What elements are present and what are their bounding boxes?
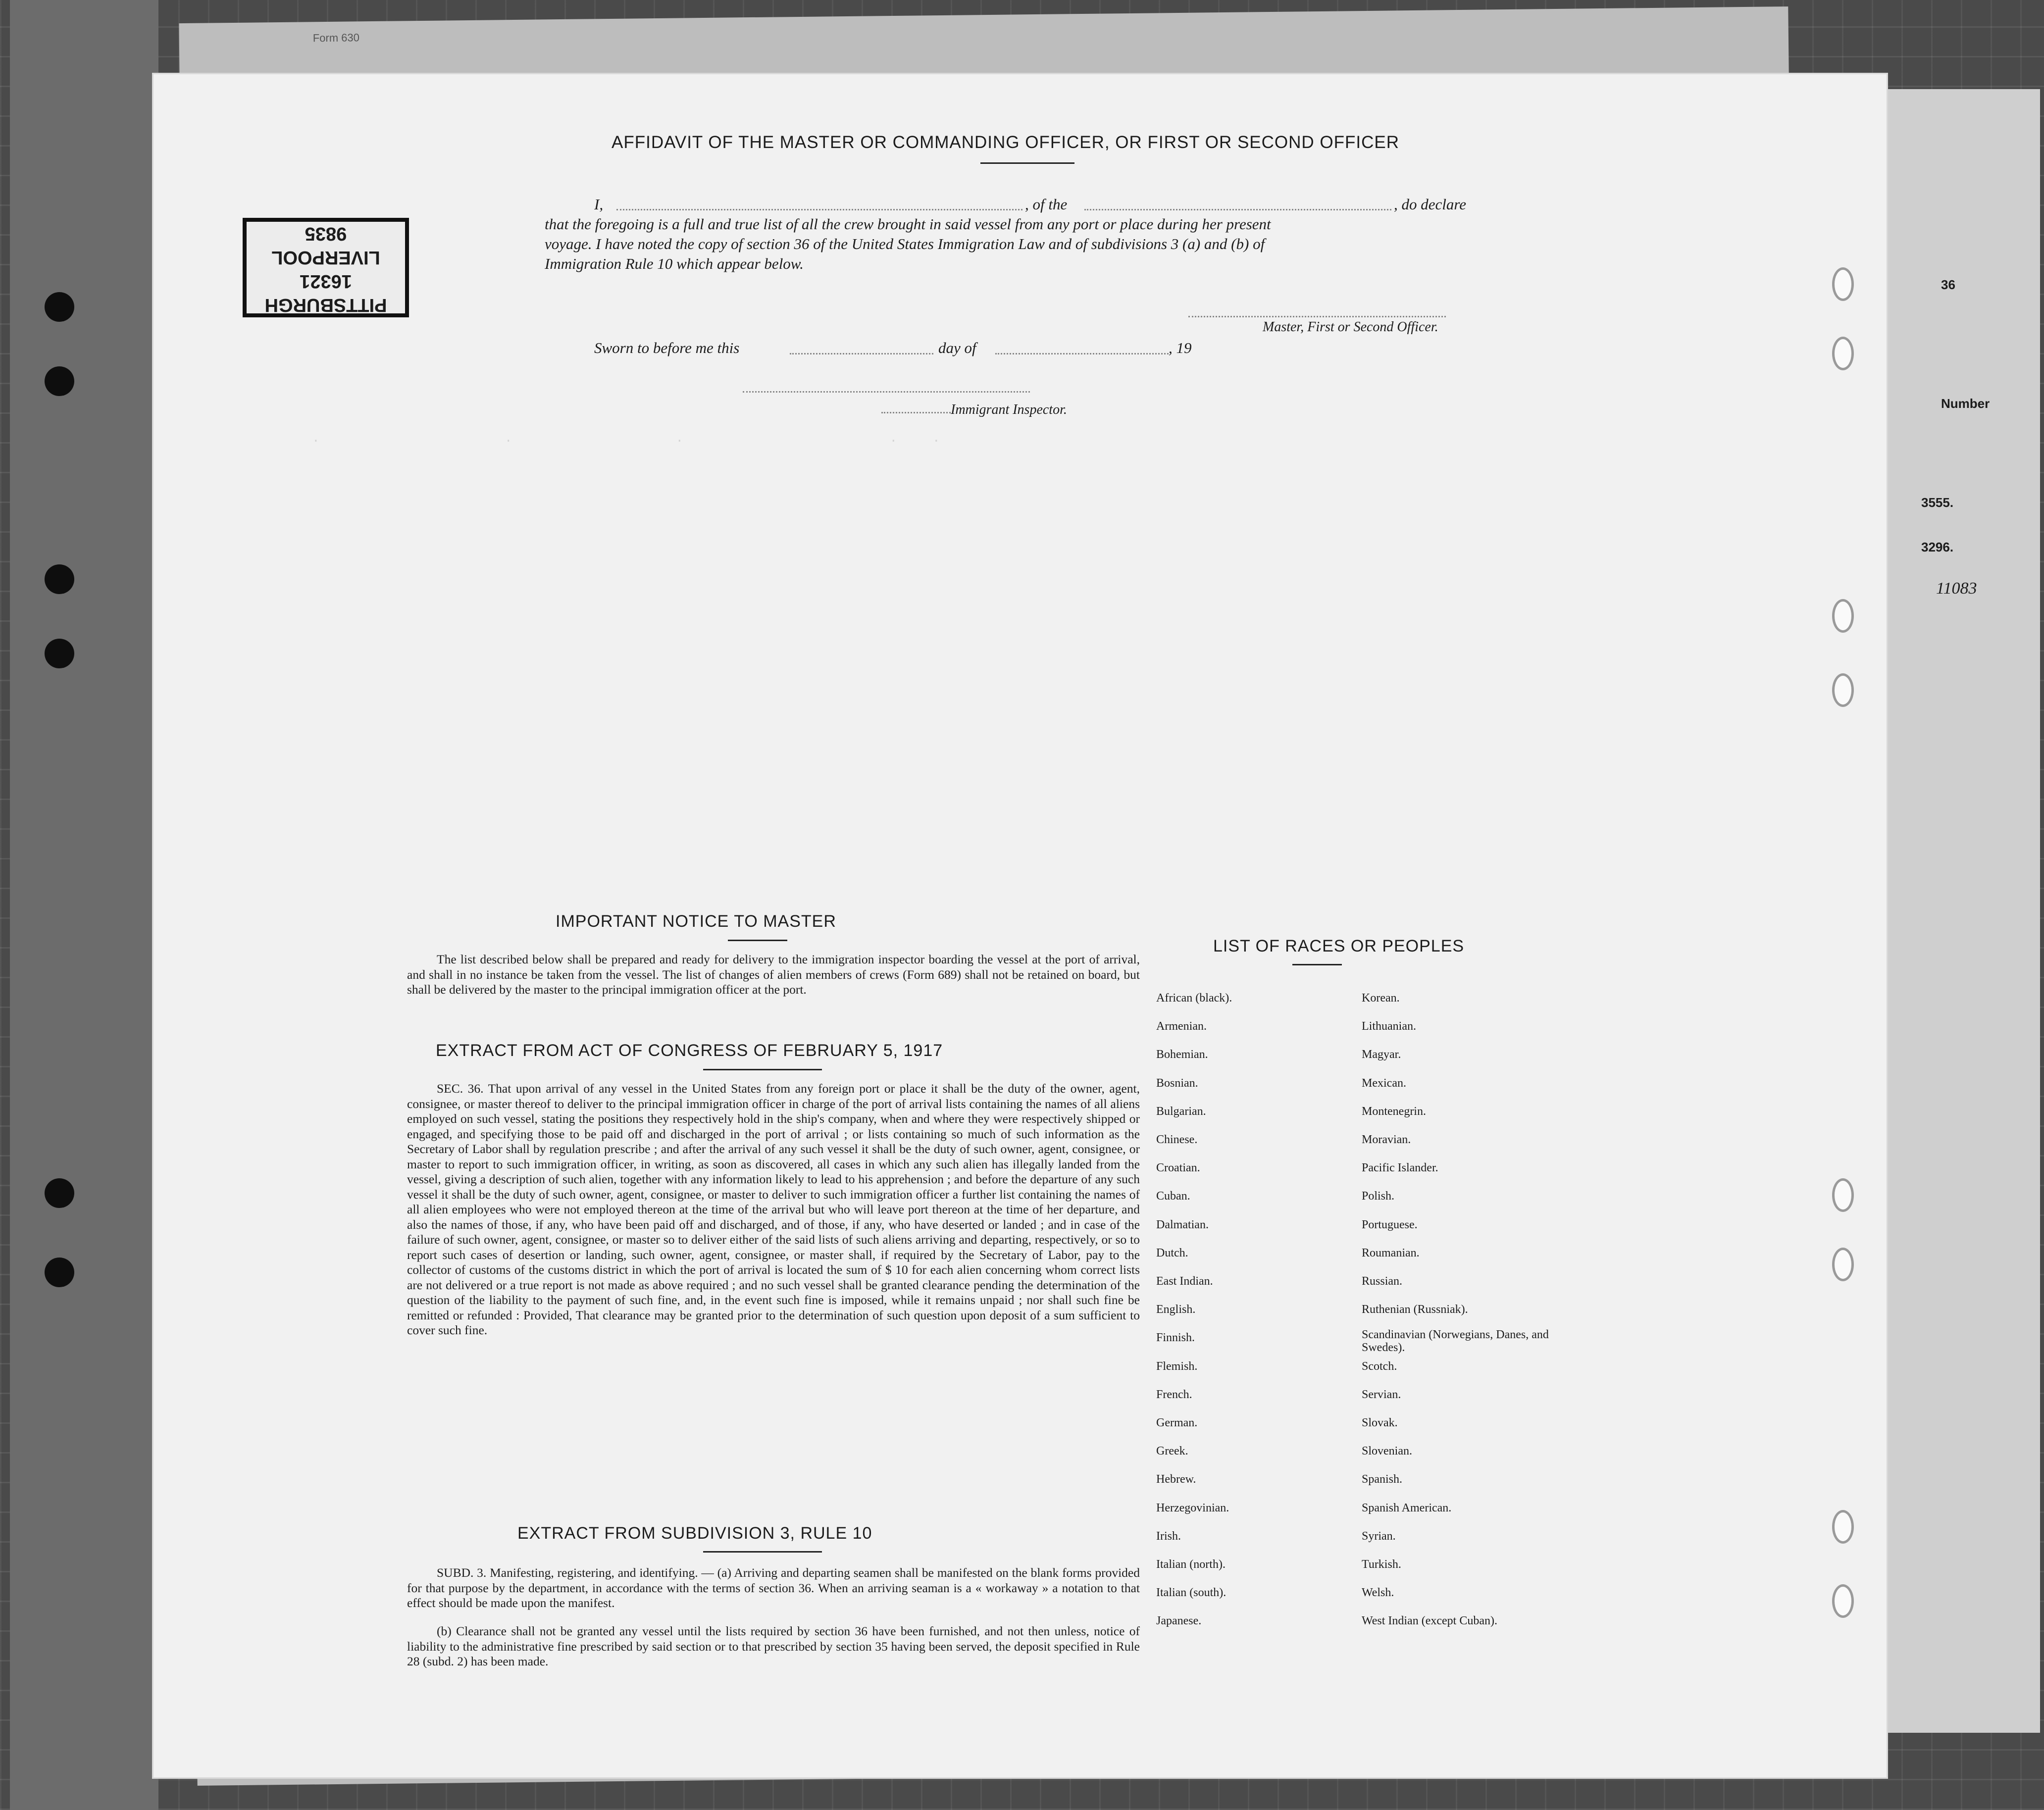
page-hole-2	[1832, 337, 1854, 370]
race-item: Dalmatian.	[1156, 1218, 1209, 1231]
vessel-field[interactable]	[1084, 209, 1391, 210]
notice-title: IMPORTANT NOTICE TO MASTER	[556, 912, 836, 931]
race-item: Finnish.	[1156, 1331, 1195, 1345]
sworn-day-of: day of	[938, 339, 976, 356]
race-item: French.	[1156, 1388, 1192, 1401]
races-title-rule	[1292, 964, 1342, 965]
race-item: Italian (north).	[1156, 1558, 1226, 1571]
race-item: Italian (south).	[1156, 1586, 1226, 1600]
race-item: Slovenian.	[1362, 1445, 1412, 1458]
race-item: Scotch.	[1362, 1359, 1397, 1373]
binder-hole-4	[45, 639, 74, 668]
affidavit-line-4: Immigration Rule 10 which appear below.	[545, 255, 804, 272]
binder-hole-6	[45, 1257, 74, 1287]
race-item: Bohemian.	[1156, 1048, 1208, 1061]
race-item: Cuban.	[1156, 1190, 1190, 1203]
margin-note-4: 3296.	[1921, 540, 1954, 554]
race-item: Magyar.	[1362, 1048, 1401, 1061]
race-item: Spanish.	[1362, 1473, 1403, 1486]
race-item: Hebrew.	[1156, 1473, 1196, 1486]
form-label: Form 630	[312, 31, 360, 45]
race-item: Russian.	[1362, 1275, 1403, 1288]
master-signature-field[interactable]	[1188, 316, 1446, 317]
binder-hole-1	[45, 292, 74, 322]
act-title: EXTRACT FROM ACT OF CONGRESS OF FEBRUARY 5, 1917	[436, 1041, 943, 1060]
race-item: Flemish.	[1156, 1359, 1198, 1373]
sworn-year: , 19	[1169, 339, 1192, 356]
page-hole-6	[1832, 1248, 1854, 1281]
affidavit-declare: , do declare	[1394, 196, 1467, 213]
race-item: Irish.	[1156, 1529, 1181, 1543]
notice-title-rule	[728, 940, 787, 941]
stamp-line-4: 9835	[305, 223, 347, 244]
act-title-rule	[703, 1069, 822, 1070]
race-item: Croatian.	[1156, 1161, 1200, 1175]
page-hole-5	[1832, 1178, 1854, 1212]
race-item: English.	[1156, 1303, 1196, 1316]
race-item: Armenian.	[1156, 1020, 1207, 1033]
rule-title: EXTRACT FROM SUBDIVISION 3, RULE 10	[517, 1524, 872, 1543]
binder-hole-2	[45, 366, 74, 396]
race-item: African (black).	[1156, 992, 1232, 1005]
affidavit-title-rule	[980, 162, 1074, 164]
race-item: Pacific Islander.	[1362, 1161, 1438, 1175]
master-signature-label: Master, First or Second Officer.	[1263, 319, 1438, 335]
inspector-label: Immigrant Inspector.	[951, 402, 1067, 417]
rule-para-a: SUBD. 3. Manifesting, registering, and identifying. — (a) Arriving and departing seamen shall be manifested on the blank forms provided for that purpose by the department, in accordance with the terms of section 36. When an arriving seaman is a « workaway » a notation to that effect should be made upon the manifest.	[407, 1565, 1140, 1610]
race-item: Japanese.	[1156, 1614, 1202, 1628]
affidavit-of-the: , of the	[1025, 196, 1068, 213]
affidavit-page	[153, 74, 1887, 1777]
race-item: Roumanian.	[1362, 1246, 1420, 1259]
page-hole-1	[1832, 267, 1854, 301]
race-item: Dutch.	[1156, 1246, 1188, 1259]
binder-hole-3	[45, 564, 74, 594]
sworn-month-field[interactable]	[995, 353, 1169, 354]
race-item: Greek.	[1156, 1445, 1188, 1458]
margin-note-5: 11083	[1936, 579, 1977, 598]
race-item: Korean.	[1362, 992, 1400, 1005]
race-item: Servian.	[1362, 1388, 1401, 1401]
race-item: West Indian (except Cuban).	[1362, 1614, 1497, 1628]
stamp-line-3: LIVERPOOL	[271, 247, 380, 268]
inspector-signature-field[interactable]	[743, 391, 1030, 393]
act-text: SEC. 36. That upon arrival of any vessel in the United States from any foreign port or place it shall be the duty of the owner, agent, consignee, or master thereof to deliver to the principal immigration officer in charge of the port of arrival lists containing the names of all aliens employed on such vessel, stating the positions they respectively hold in the ship's company, when and where they were respectively shipped or engaged, and specifying those to be paid off and discharged in the port of arrival ; or lists containing so much of such information as the Secretary of Labor shall by regulation prescribe ; and after the arrival of any such vessel it shall be the duty of such owner, agent, consignee, or master to report to such immigration officer, in writing, as soon as discovered, all cases in which any such alien has illegally landed from the vessel, giving a description of such alien, together with any information likely to lead to his apprehension ; and before the departure of any such vessel it shall be the duty of such owner, agent, consignee, or master to deliver to such immigration officer a further list containing the names of all alien employees who were not employed thereon at the time of the arrival but who will leave port thereon at the time of her departure, and also the names of those, if any, who have been paid off and discharged, and of those, if any, who have deserted or landed ; and in case of the failure of such owner, agent, consignee, or master so to deliver either of the said lists of such aliens arriving and departing, respectively, or so to report such cases of desertion or landing, such owner, agent, consignee, or master shall, if required by the Secretary of Labor, pay to the collector of customs of the customs district in which the port of arrival is located the sum of $ 10 for each alien concerning whom correct lists are not delivered or a true report is not made as above required ; and no such vessel shall be granted clearance pending the determination of the question of the liability to the payment of such fine, and, in the event such fine is imposed, while it remains unpaid ; nor shall such fine be remitted or refunded : Provided, That clearance may be granted prior to the determination of such question upon deposit of a sum sufficient to cover such fine.	[407, 1081, 1140, 1337]
margin-note-3: 3555.	[1921, 495, 1954, 510]
page-hole-4	[1832, 673, 1854, 707]
race-item: Ruthenian (Russniak).	[1362, 1303, 1468, 1316]
race-item: Portuguese.	[1362, 1218, 1418, 1231]
race-item: Herzegovinian.	[1156, 1501, 1229, 1514]
page-hole-3	[1832, 599, 1854, 633]
bleed-through-row: . . . . .	[312, 431, 943, 446]
stamp-line-1: PITTSBURGH	[264, 295, 387, 315]
race-item: Polish.	[1362, 1190, 1395, 1203]
affidavit-i: I,	[594, 196, 604, 213]
race-item: Turkish.	[1362, 1558, 1401, 1571]
notice-text: The list described below shall be prepared and ready for delivery to the immigration inspector boarding the vessel at the port of arrival, and shall in no instance be taken from the vessel. The list of changes of alien members of crews (Form 689) shall not be retained on board, but shall be delivered by the master to the principal immigration officer at the port.	[407, 952, 1140, 997]
race-item: Montenegrin.	[1362, 1105, 1426, 1118]
sworn-date-field[interactable]	[790, 353, 933, 354]
rule-para-b: (b) Clearance shall not be granted any vessel until the lists required by section 36 have been furnished, and not then unless, notice of liability to the administrative fine prescribed by said section or to that prescribed by section 35 having been served, the deposit specified in Rule 28 (subd. 2) has been made.	[407, 1624, 1140, 1668]
binder-strip	[10, 0, 158, 1810]
race-item: Welsh.	[1362, 1586, 1394, 1600]
sworn-prefix: Sworn to before me this	[594, 339, 740, 356]
race-item: Spanish American.	[1362, 1501, 1452, 1514]
race-item: Slovak.	[1362, 1416, 1398, 1429]
race-item: Mexican.	[1362, 1076, 1406, 1090]
race-item: Scandinavian (Norwegians, Danes, and Swedes).	[1362, 1328, 1549, 1355]
affidavit-line-3: voyage. I have noted the copy of section 36 of the United States Immigration Law and of subdivisions 3 (a) and (b) of	[545, 235, 1265, 252]
affidavit-line-2: that the foregoing is a full and true list of all the crew brought in said vessel from any port or place during her present	[545, 215, 1271, 233]
race-item: Bosnian.	[1156, 1076, 1198, 1090]
races-title: LIST OF RACES OR PEOPLES	[1213, 937, 1465, 955]
page-hole-8	[1832, 1584, 1854, 1618]
inspector-signature-field-2[interactable]	[881, 412, 951, 413]
race-item: Syrian.	[1362, 1529, 1396, 1543]
margin-note-1: 36	[1941, 277, 1955, 292]
affidavit-title: AFFIDAVIT OF THE MASTER OR COMMANDING OFFICER, OR FIRST OR SECOND OFFICER	[612, 133, 1400, 152]
race-item: Bulgarian.	[1156, 1105, 1206, 1118]
stamp-line-2: 16321	[300, 271, 352, 292]
margin-note-2: Number	[1941, 396, 1990, 411]
race-item: East Indian.	[1156, 1275, 1213, 1288]
race-item: German.	[1156, 1416, 1198, 1429]
binder-hole-5	[45, 1178, 74, 1208]
agency-stamp	[243, 218, 409, 317]
page-hole-7	[1832, 1510, 1854, 1544]
race-item: Lithuanian.	[1362, 1020, 1416, 1033]
race-item: Chinese.	[1156, 1133, 1198, 1146]
rule-title-rule	[703, 1551, 822, 1553]
name-field[interactable]	[616, 209, 1022, 210]
race-item: Moravian.	[1362, 1133, 1411, 1146]
